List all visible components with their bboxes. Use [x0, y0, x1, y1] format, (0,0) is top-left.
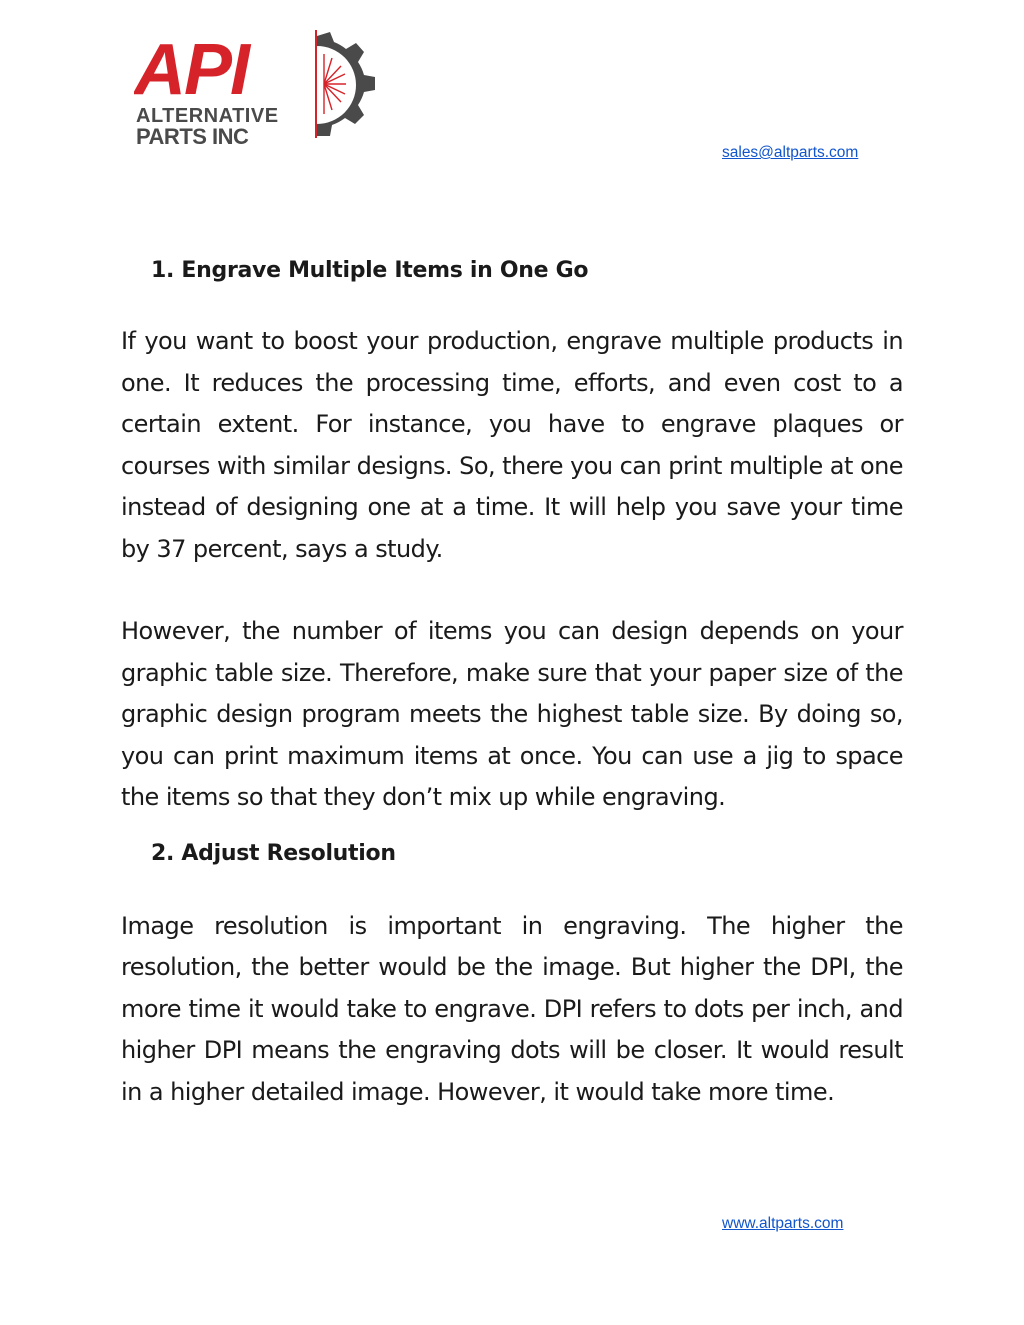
logo-brand: API — [134, 30, 249, 110]
header-email-link[interactable]: sales@altparts.com — [722, 144, 859, 161]
document-body — [121, 250, 903, 1113]
logo-line2: PARTS INC — [136, 124, 249, 148]
paragraph: If you want to boost your production, engrave multiple products in one. It reduces the processing time, efforts, and even cost to a certain extent. For instance, you have to engrave plaques or courses with similar designs. So, there you can print multiple at one instead of designing one at a time. It will help you save your time by 37 percent, says a study. — [121, 327, 903, 563]
section-heading: 2. Adjust Resolution — [151, 840, 396, 866]
paragraph: Image resolution is important in engraving. The higher the resolution, the better would be the image. But higher the DPI, the more time it would take to engrave. DPI refers to dots per inch, and higher DPI means the engraving dots will be closer. It would result in a higher detailed image. However, it would take more time. — [121, 911, 903, 1106]
logo-line1: ALTERNATIVE — [136, 105, 279, 127]
paragraph: However, the number of items you can design depends on your graphic table size. Therefore, make sure that your paper size of the graphic design program meets the highest table size. By doing so, you can print maximum items at once. You can use a jig to space the items so that they don’t mix up while engraving. — [121, 617, 903, 811]
section-heading: 1. Engrave Multiple Items in One Go — [151, 258, 589, 283]
footer-website-link[interactable]: www.altparts.com — [722, 1215, 844, 1232]
company-logo — [134, 26, 379, 148]
